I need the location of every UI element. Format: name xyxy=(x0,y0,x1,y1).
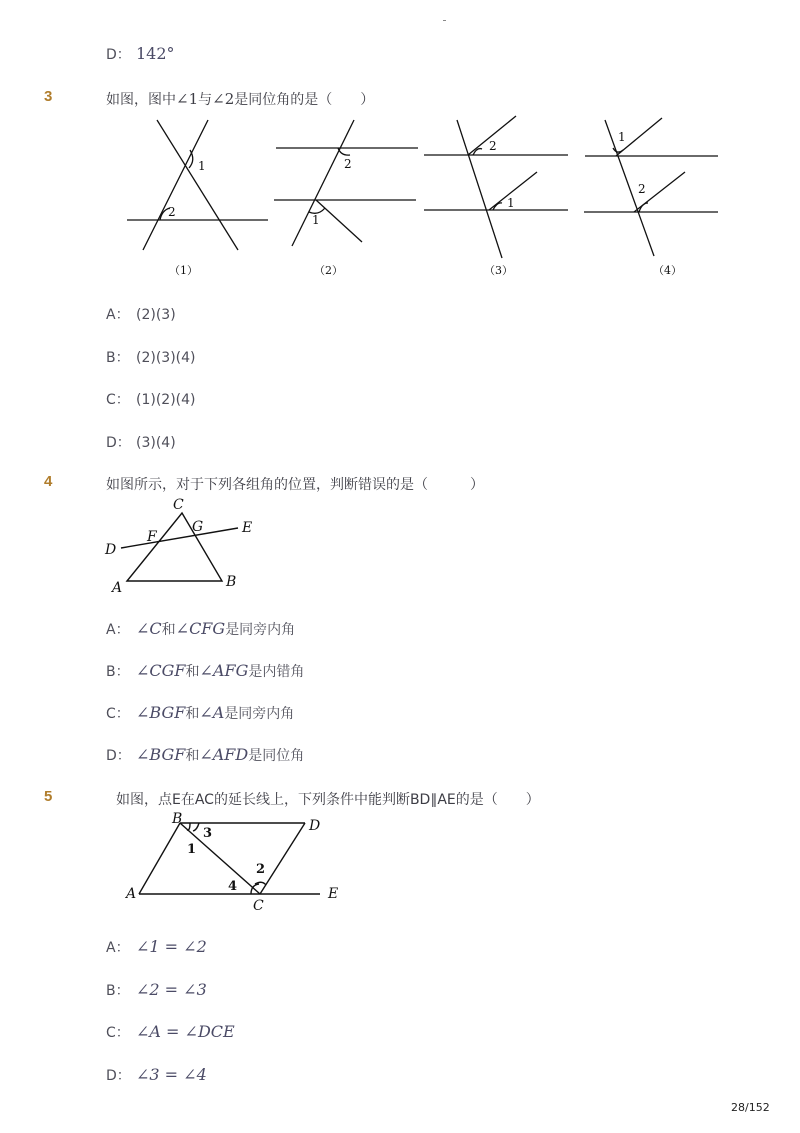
option-label: A： xyxy=(106,940,130,956)
fig1-label-1: 1 xyxy=(198,159,206,173)
fig-caption-1: （1） xyxy=(169,264,198,277)
point-A: A xyxy=(126,886,137,902)
option-math: ∠CGF xyxy=(136,661,186,680)
option-c[interactable] xyxy=(106,703,294,723)
option-c[interactable] xyxy=(106,1022,235,1042)
prev-option-d[interactable] xyxy=(106,44,175,64)
point-B: B xyxy=(172,811,183,827)
fig-caption-4: （4） xyxy=(653,264,682,277)
point-E: E xyxy=(242,520,253,536)
angle-label-1: 1 xyxy=(187,842,197,857)
option-label: B： xyxy=(106,664,130,680)
option-label: A： xyxy=(106,622,130,638)
question-number: 3 xyxy=(44,88,53,105)
option-text: 是内错角 xyxy=(248,664,305,680)
option-b[interactable] xyxy=(106,347,196,367)
point-D: D xyxy=(105,542,117,558)
option-b[interactable] xyxy=(106,980,207,1000)
fig-caption-3: （3） xyxy=(484,264,513,277)
stem-text: 如图，图中 xyxy=(106,92,176,108)
option-a[interactable] xyxy=(106,937,207,957)
top-mark xyxy=(443,20,446,21)
option-text: 和 xyxy=(185,748,200,764)
option-value: 142° xyxy=(136,44,175,63)
option-math: ∠A xyxy=(199,703,225,722)
fig3-label-1: 1 xyxy=(507,196,515,210)
fig2-label-2: 2 xyxy=(344,157,352,171)
option-text: 和 xyxy=(185,664,200,680)
option-text: 和 xyxy=(185,706,200,722)
option-d[interactable] xyxy=(106,1065,207,1085)
option-label: D： xyxy=(106,435,131,451)
option-text: 是同位角 xyxy=(248,748,305,764)
point-E: E xyxy=(328,886,339,902)
point-C: C xyxy=(173,497,184,513)
option-text: 是同旁内角 xyxy=(224,706,295,722)
option-math: ∠AFD xyxy=(199,745,249,764)
angle-label-4: 4 xyxy=(228,879,238,894)
option-text: (1)(2)(4) xyxy=(136,392,196,408)
option-math: ∠CFG xyxy=(175,619,226,638)
option-d[interactable] xyxy=(106,745,304,765)
question-stem: 如图所示，对于下列各组角的位置，判断错误的是（ ） xyxy=(106,477,484,493)
question3-figure xyxy=(120,112,730,284)
option-a[interactable] xyxy=(106,304,176,324)
option-label: D： xyxy=(106,1068,131,1084)
question-stem: 如图，点E在AC的延长线上，下列条件中能判断BD∥AE的是（ ） xyxy=(116,792,540,808)
option-label: A： xyxy=(106,307,130,323)
option-math: ∠1 = ∠2 xyxy=(136,937,207,956)
option-math: ∠2 = ∠3 xyxy=(136,980,207,999)
question-number: 5 xyxy=(44,788,53,805)
option-text: 和 xyxy=(161,622,176,638)
question-stem xyxy=(106,89,374,109)
option-text: (3)(4) xyxy=(136,435,176,451)
question4-figure xyxy=(100,494,270,596)
fig2-label-1: 1 xyxy=(312,213,320,227)
option-math: ∠3 = ∠4 xyxy=(136,1065,207,1084)
option-label: C： xyxy=(106,392,130,408)
fig1-label-2: 2 xyxy=(168,205,176,219)
option-label: B： xyxy=(106,983,130,999)
option-label: D： xyxy=(106,748,131,764)
question-number: 4 xyxy=(44,473,53,490)
option-math: ∠A = ∠DCE xyxy=(136,1022,235,1041)
option-label: C： xyxy=(106,1025,130,1041)
option-math: ∠BGF xyxy=(136,745,186,764)
option-text: (2)(3)(4) xyxy=(136,350,196,366)
stem-math: ∠1 xyxy=(176,90,199,108)
option-math: ∠C xyxy=(136,619,162,638)
fig3-label-2: 2 xyxy=(489,139,497,153)
page-number: 28/152 xyxy=(731,1101,770,1114)
option-c[interactable] xyxy=(106,389,196,409)
point-A: A xyxy=(112,580,123,596)
option-d[interactable] xyxy=(106,432,176,452)
point-F: F xyxy=(147,529,157,545)
option-math: ∠AFG xyxy=(199,661,249,680)
fig4-label-1: 1 xyxy=(618,130,626,144)
angle-label-2: 2 xyxy=(256,862,266,877)
point-G: G xyxy=(192,519,204,535)
angle-label-3: 3 xyxy=(203,826,213,841)
option-label: C： xyxy=(106,706,130,722)
stem-text: 是同位角的是（ ） xyxy=(234,92,375,108)
option-label: B： xyxy=(106,350,130,366)
option-a[interactable] xyxy=(106,619,295,639)
stem-text: 与 xyxy=(198,92,213,108)
option-label: D： xyxy=(106,47,131,63)
fig-caption-2: （2） xyxy=(314,264,343,277)
point-B: B xyxy=(226,574,237,590)
point-C: C xyxy=(253,898,264,914)
fig4-label-2: 2 xyxy=(638,182,646,196)
stem-math: ∠2 xyxy=(212,90,235,108)
question5-figure xyxy=(120,810,350,914)
option-math: ∠BGF xyxy=(136,703,186,722)
option-b[interactable] xyxy=(106,661,304,681)
point-D: D xyxy=(309,818,321,834)
option-text: (2)(3) xyxy=(136,307,176,323)
option-text: 是同旁内角 xyxy=(225,622,296,638)
